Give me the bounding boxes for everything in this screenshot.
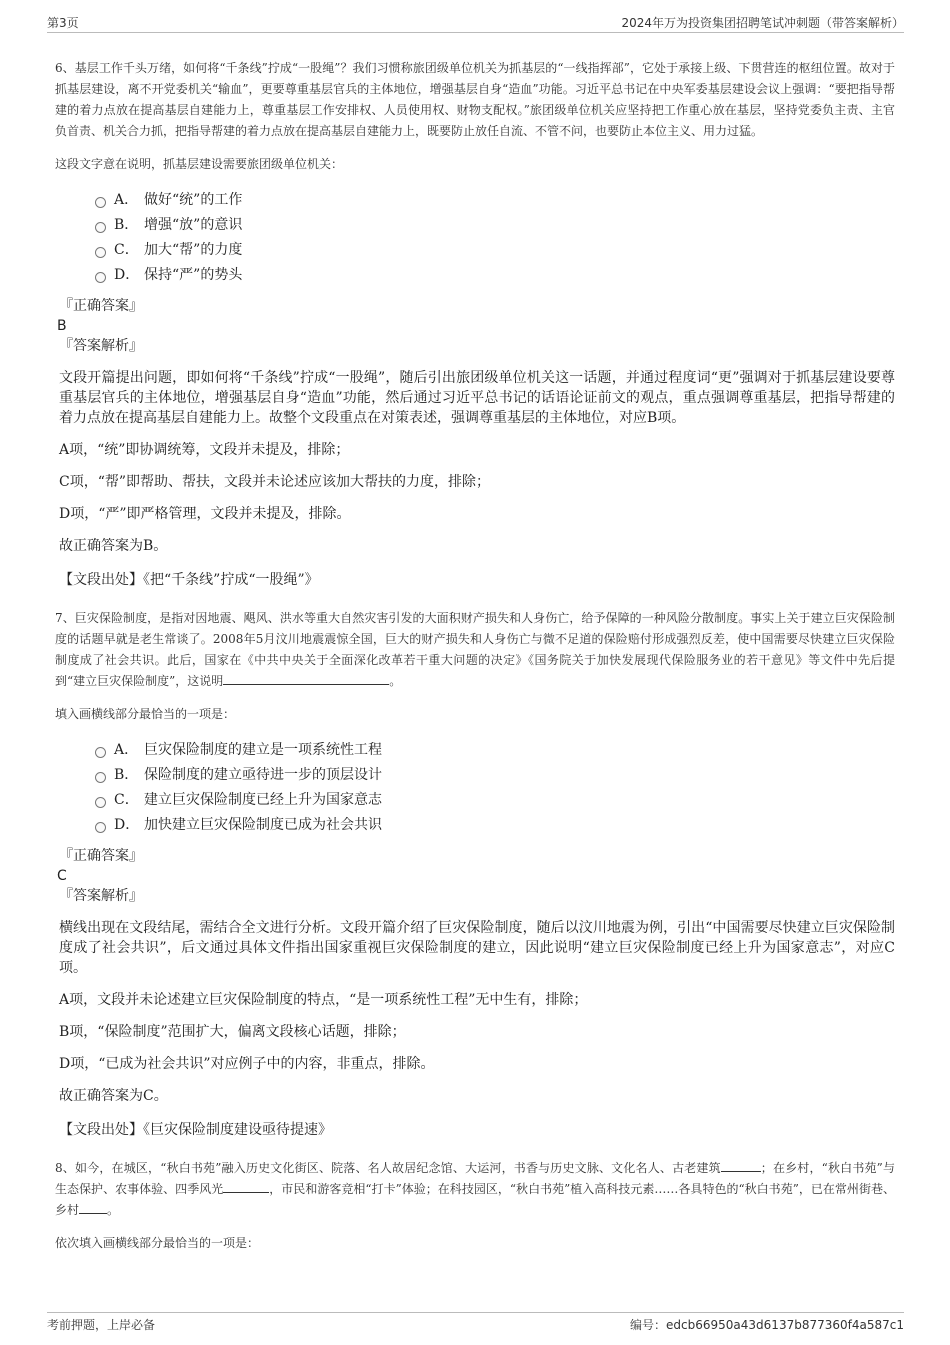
question-8 (55, 1158, 895, 1253)
question-7-prompt: 填入画横线部分最恰当的一项是： (55, 707, 236, 721)
analysis-label: 『答案解析』 (59, 888, 143, 904)
radio-icon[interactable] (95, 822, 106, 833)
option-letter: D． (114, 267, 140, 283)
option-text: 加大“帮”的力度 (144, 242, 243, 258)
question-8-text-part: 8、如今，在城区，“秋白书苑”融入历史文化街区、院落、名人故居纪念馆、大运河，书香与历史文脉、文化名人、古老建筑 (55, 1161, 721, 1175)
elimination-c: C项，“帮”即帮助、帮扶，文段并未论述应该加大帮扶的力度，排除； (59, 474, 491, 490)
document-body (55, 58, 895, 1267)
question-7-text-before: 7、巨灾保险制度，是指对因地震、飓风、洪水等重大自然灾害引发的大面积财产损失和人身伤亡，给予保障的一种风险分散制度。事实上关于建立巨灾保险制度的话题早就是老生常谈了。2008年5月汶川地震震惊全国，巨大的财产损失和人身伤亡与微不足道的保险赔付形成强烈反差，使中国需要尽快建立巨灾保险制度成了社会共识。此后，国家在《中共中央关于全面深化改革若干重大问题的决定》《国务院关于加快发展现代保险服务业的若干意见》等文件中先后提到“建立巨灾保险制度”，这说明 (55, 611, 895, 688)
answer-label: 『正确答案』 (59, 298, 143, 314)
analysis-text: 横线出现在文段结尾，需结合全文进行分析。文段开篇介绍了巨灾保险制度，随后以汶川地震为例，引出“中国需要尽快建立巨灾保险制度成了社会共识”，后文通过具体文件指出国家重视巨灾保险制度的建立，因此说明“建立巨灾保险制度已经上升为国家意志”，对应C项。 (59, 920, 895, 976)
radio-icon[interactable] (95, 747, 106, 758)
option-a[interactable] (95, 188, 895, 213)
elimination-a: A项，文段并未论述建立巨灾保险制度的特点，“是一项系统性工程”无中生有，排除； (59, 992, 588, 1008)
elimination-d: D项，“严”即严格管理，文段并未提及，排除。 (59, 506, 351, 522)
option-text: 保持“严”的势头 (144, 267, 243, 283)
radio-icon[interactable] (95, 772, 106, 783)
page-header (47, 12, 904, 33)
source-citation: 【文段出处】《把“千条线”拧成“一股绳”》 (59, 572, 319, 588)
question-8-prompt: 依次填入画横线部分最恰当的一项是： (55, 1236, 260, 1250)
option-text: 增强“放”的意识 (144, 217, 243, 233)
fill-blank (223, 672, 389, 685)
question-6-options (95, 188, 895, 288)
page-number: 第3页 (47, 16, 79, 30)
analysis-text: 文段开篇提出问题，即如何将“千条线”拧成“一股绳”，随后引出旅团级单位机关这一话题，并通过程度词“更”强调对于抓基层建设要尊重基层官兵的主体地位，增强基层自身“造血”功能，然后通过习近平总书记的话语论证前文的观点，重点强调尊重基层，把指导帮建的着力点放在提高基层自建能力上。故整个文段重点在对策表述，强调尊重基层的主体地位，对应B项。 (59, 370, 895, 426)
question-7-text (55, 608, 895, 692)
radio-icon[interactable] (95, 797, 106, 808)
source-citation: 【文段出处】《巨灾保险制度建设亟待提速》 (59, 1122, 332, 1138)
option-a[interactable] (95, 738, 895, 763)
option-letter: B． (114, 767, 139, 783)
radio-icon[interactable] (95, 222, 106, 233)
conclusion: 故正确答案为C。 (59, 1088, 168, 1104)
option-text: 加快建立巨灾保险制度已成为社会共识 (144, 817, 382, 833)
option-letter: B． (114, 217, 139, 233)
elimination-d: D项，“已成为社会共识”对应例子中的内容，非重点，排除。 (59, 1056, 435, 1072)
option-b[interactable] (95, 763, 895, 788)
option-c[interactable] (95, 238, 895, 263)
fill-blank (79, 1201, 107, 1214)
option-c[interactable] (95, 788, 895, 813)
question-8-text-part: ；在乡村，“秋白书苑”与生态保护、农事体验、四季风光 (55, 1161, 895, 1196)
answer-label: 『正确答案』 (59, 848, 143, 864)
radio-icon[interactable] (95, 197, 106, 208)
footer-slogan: 考前押题，上岸必备 (47, 1318, 156, 1332)
option-text: 建立巨灾保险制度已经上升为国家意志 (144, 792, 382, 808)
option-d[interactable] (95, 263, 895, 288)
option-text: 做好“统”的工作 (144, 192, 243, 208)
conclusion: 故正确答案为B。 (59, 538, 168, 554)
document-id: 编号：edcb66950a43d6137b877360f4a587c1 (630, 1318, 904, 1332)
radio-icon[interactable] (95, 247, 106, 258)
option-letter: A． (114, 742, 139, 758)
question-7-options (95, 738, 895, 838)
question-8-text (55, 1158, 895, 1221)
option-letter: C． (114, 792, 139, 808)
option-b[interactable] (95, 213, 895, 238)
option-letter: A． (114, 192, 139, 208)
option-letter: C． (114, 242, 139, 258)
question-8-text-part: 。 (107, 1203, 120, 1217)
question-6-prompt: 这段文字意在说明，抓基层建设需要旅团级单位机关： (55, 157, 344, 171)
question-7-text-after: 。 (389, 674, 402, 688)
fill-blank (223, 1180, 269, 1193)
elimination-b: B项，“保险制度”范围扩大，偏离文段核心话题，排除； (59, 1024, 406, 1040)
fill-blank (721, 1159, 761, 1172)
elimination-a: A项，“统”即协调统筹，文段并未提及，排除； (59, 442, 350, 458)
answer-value: C (57, 868, 67, 884)
option-text: 保险制度的建立亟待进一步的顶层设计 (144, 767, 382, 783)
question-7 (55, 608, 895, 1140)
question-8-text-part: ，市民和游客竞相“打卡”体验；在科技园区，“秋白书苑”植入高科技元素……各具特色的“秋白书苑”，已在常州街巷、乡村 (55, 1182, 895, 1217)
analysis-label: 『答案解析』 (59, 338, 143, 354)
option-letter: D． (114, 817, 140, 833)
radio-icon[interactable] (95, 272, 106, 283)
question-6 (55, 58, 895, 590)
option-d[interactable] (95, 813, 895, 838)
answer-value: B (57, 318, 67, 334)
question-6-text: 6、基层工作千头万绪，如何将“千条线”拧成“一股绳”？我们习惯称旅团级单位机关为抓基层的“一线指挥部”，它处于承接上级、下贯营连的枢纽位置。故对于抓基层建设，离不开党委机关“输血”，更要尊重基层官兵的主体地位，增强基层自身“造血”功能。习近平总书记在中央军委基层建设会议上强调：“要把指导帮建的着力点放在提高基层自建能力上，尊重基层工作安排权、人员使用权、财物支配权。”旅团级单位机关应坚持把工作重心放在基层，坚持党委负主责、主官负首责、机关合力抓，把指导帮建的着力点放在提高基层自建能力上，既要防止放任自流、不管不问，也要防止本位主义、用力过猛。 (55, 61, 895, 138)
page-footer (47, 1312, 904, 1335)
option-text: 巨灾保险制度的建立是一项系统性工程 (144, 742, 382, 758)
document-title: 2024年万为投资集团招聘笔试冲刺题（带答案解析） (621, 16, 904, 30)
